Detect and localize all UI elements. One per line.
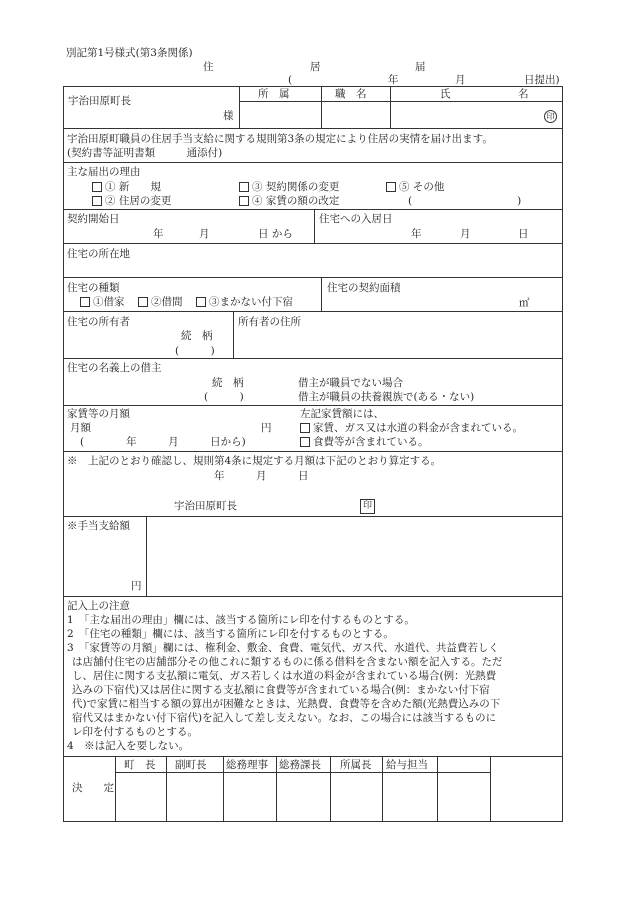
title-char-2: 居 xyxy=(310,61,321,73)
reason-rent-revision[interactable]: ④ 家賃の額の改定 xyxy=(239,195,339,208)
approval-col-general-affairs-director: 総務理事 xyxy=(226,759,268,771)
allowance-yen: 円 xyxy=(131,580,142,592)
move-in-month: 月 xyxy=(460,228,471,240)
owner-address-label: 所有者の住所 xyxy=(238,316,301,328)
name-seal: 印 xyxy=(544,110,557,123)
move-in-label: 住宅への入居日 xyxy=(319,213,393,225)
note-1: 1 「主な届出の理由」欄には、該当する箇所にレ印を付するものとする。 xyxy=(67,614,415,626)
checkbox[interactable] xyxy=(196,297,206,307)
addressee: 宇治田原町長 xyxy=(68,95,131,107)
title-char-1: 住 xyxy=(203,61,214,73)
rent-monthly: 月額 xyxy=(70,422,91,434)
col-name-mei: 名 xyxy=(518,88,529,100)
nominal-case-1: 借主が職員でない場合 xyxy=(298,377,403,389)
note-3-line-1: 3 「家賃等の月額」欄には、権利金、敷金、食費、電気代、ガス代、水道代、共益費若しく xyxy=(67,642,499,654)
housing-type-rental-room[interactable]: ②借間 xyxy=(138,296,183,309)
date-open-paren: ( xyxy=(288,74,293,86)
note-3-line-3: し、居住に関する支払額に電気、ガス若しくは水道の料金が含まれている場合(例：光熱費 xyxy=(72,670,497,682)
housing-type-boarding[interactable]: ③まかない付下宿 xyxy=(196,296,293,309)
reason-new[interactable]: ① 新 規 xyxy=(92,181,161,194)
date-submit: 日提出) xyxy=(524,74,560,86)
note-3-line-2: は店舗付住宅の店舗部分その他これに類するものに係る借料を含まない額を記入する。ただ xyxy=(72,656,503,668)
approval-col-general-affairs-chief: 総務課長 xyxy=(279,759,321,771)
confirm-signer: 宇治田原町長 xyxy=(174,500,237,512)
contract-start-label: 契約開始日 xyxy=(67,213,120,225)
approval-col-mayor: 町 長 xyxy=(124,759,156,771)
checkbox[interactable] xyxy=(92,182,102,192)
area-unit: ㎡ xyxy=(519,297,530,309)
nominal-case-2: 借主が職員の扶養親族で(ある・ない) xyxy=(298,391,475,403)
checkbox[interactable] xyxy=(138,297,148,307)
statement-line-2: (契約書等証明書類 通添付) xyxy=(67,147,223,159)
checkbox[interactable] xyxy=(300,437,310,447)
nominal-lessee-label: 住宅の名義上の借主 xyxy=(67,362,162,374)
reason-other-detail: ( ) xyxy=(408,195,522,207)
checkbox[interactable] xyxy=(80,297,90,307)
col-dept: 所 属 xyxy=(258,88,290,100)
checkbox[interactable] xyxy=(92,196,102,206)
contract-start-day: 日 から xyxy=(258,228,293,240)
addressee-sama: 様 xyxy=(223,110,234,122)
confirm-text: ※ 上記のとおり確認し、規則第4条に規定する月額は下記のとおり算定する。 xyxy=(67,455,442,467)
owner-label: 住宅の所有者 xyxy=(67,316,130,328)
rent-from-date: ( 年 月 日から) xyxy=(80,436,246,448)
note-2: 2 「住宅の種類」欄には、該当する箇所にレ印を付するものとする。 xyxy=(67,628,394,640)
area-label: 住宅の契約面積 xyxy=(327,282,401,294)
contract-start-month: 月 xyxy=(199,228,210,240)
owner-relation: 続 柄 xyxy=(181,330,213,342)
checkbox[interactable] xyxy=(239,196,249,206)
nominal-relation: 続 柄 xyxy=(212,377,244,389)
contract-start-year: 年 xyxy=(153,228,164,240)
reasons-label: 主な届出の理由 xyxy=(67,166,141,178)
confirm-date: 年 月 日 xyxy=(214,470,309,482)
allowance-label: ※手当支給額 xyxy=(67,520,130,532)
housing-type-label: 住宅の種類 xyxy=(67,282,120,294)
notes-title: 記入上の注意 xyxy=(67,600,130,612)
rent-note-label: 左記家賃額には、 xyxy=(300,408,384,420)
housing-type-rental-house[interactable]: ①借家 xyxy=(80,296,125,309)
checkbox[interactable] xyxy=(239,182,249,192)
reason-contract-change[interactable]: ③ 契約関係の変更 xyxy=(239,181,339,194)
col-post: 職 名 xyxy=(335,88,367,100)
note-3-line-4: 込みの下宿代)又は居住に関する支払額に食費等が含まれている場合(例：まかない付下宿 xyxy=(72,684,490,696)
date-month: 月 xyxy=(455,74,466,86)
col-name-shi: 氏 xyxy=(440,88,451,100)
checkbox[interactable] xyxy=(300,423,310,433)
rent-label: 家賃等の月額 xyxy=(67,408,130,420)
title-char-3: 届 xyxy=(415,61,426,73)
form-label: 別記第1号様式(第3条関係) xyxy=(66,47,193,59)
approval-col-payroll: 給与担当 xyxy=(386,759,428,771)
location-label: 住宅の所在地 xyxy=(67,248,130,260)
note-3-line-5: 代)で家賃に相当する額の算出が困難なときは、光熱費、食費等を含めた額(光熱費込みの下 xyxy=(72,698,501,710)
date-year: 年 xyxy=(388,74,399,86)
reason-address-change[interactable]: ② 住居の変更 xyxy=(92,195,171,208)
statement-line-1: 宇治田原町職員の住居手当支給に関する規則第3条の規定により住居の実情を届け出ます。 xyxy=(67,133,493,145)
approval-label: 決 定 xyxy=(72,782,114,794)
confirm-seal: 印 xyxy=(360,499,375,514)
approval-col-deputy-mayor: 副町長 xyxy=(175,759,207,771)
nominal-relation-paren: ( ) xyxy=(204,391,244,403)
checkbox[interactable] xyxy=(386,182,396,192)
move-in-day: 日 xyxy=(518,228,529,240)
note-4: 4 ※は記入を要しない。 xyxy=(67,740,190,752)
rent-includes-utilities[interactable]: 家賃、ガス又は水道の料金が含まれている。 xyxy=(300,422,523,435)
approval-col-section-chief: 所属長 xyxy=(340,759,372,771)
note-3-line-7: レ印を付するものとする。 xyxy=(72,726,198,738)
rent-includes-meals[interactable]: 食費等が含まれている。 xyxy=(300,436,429,449)
reason-other[interactable]: ⑤ その他 xyxy=(386,181,444,194)
owner-relation-paren: ( ) xyxy=(175,345,215,357)
note-3-line-6: 宿代又はまかない付下宿代)を記入して差し支えない。なお、この場合には該当するものに xyxy=(72,712,497,724)
rent-yen: 円 xyxy=(261,422,272,434)
move-in-year: 年 xyxy=(411,228,422,240)
